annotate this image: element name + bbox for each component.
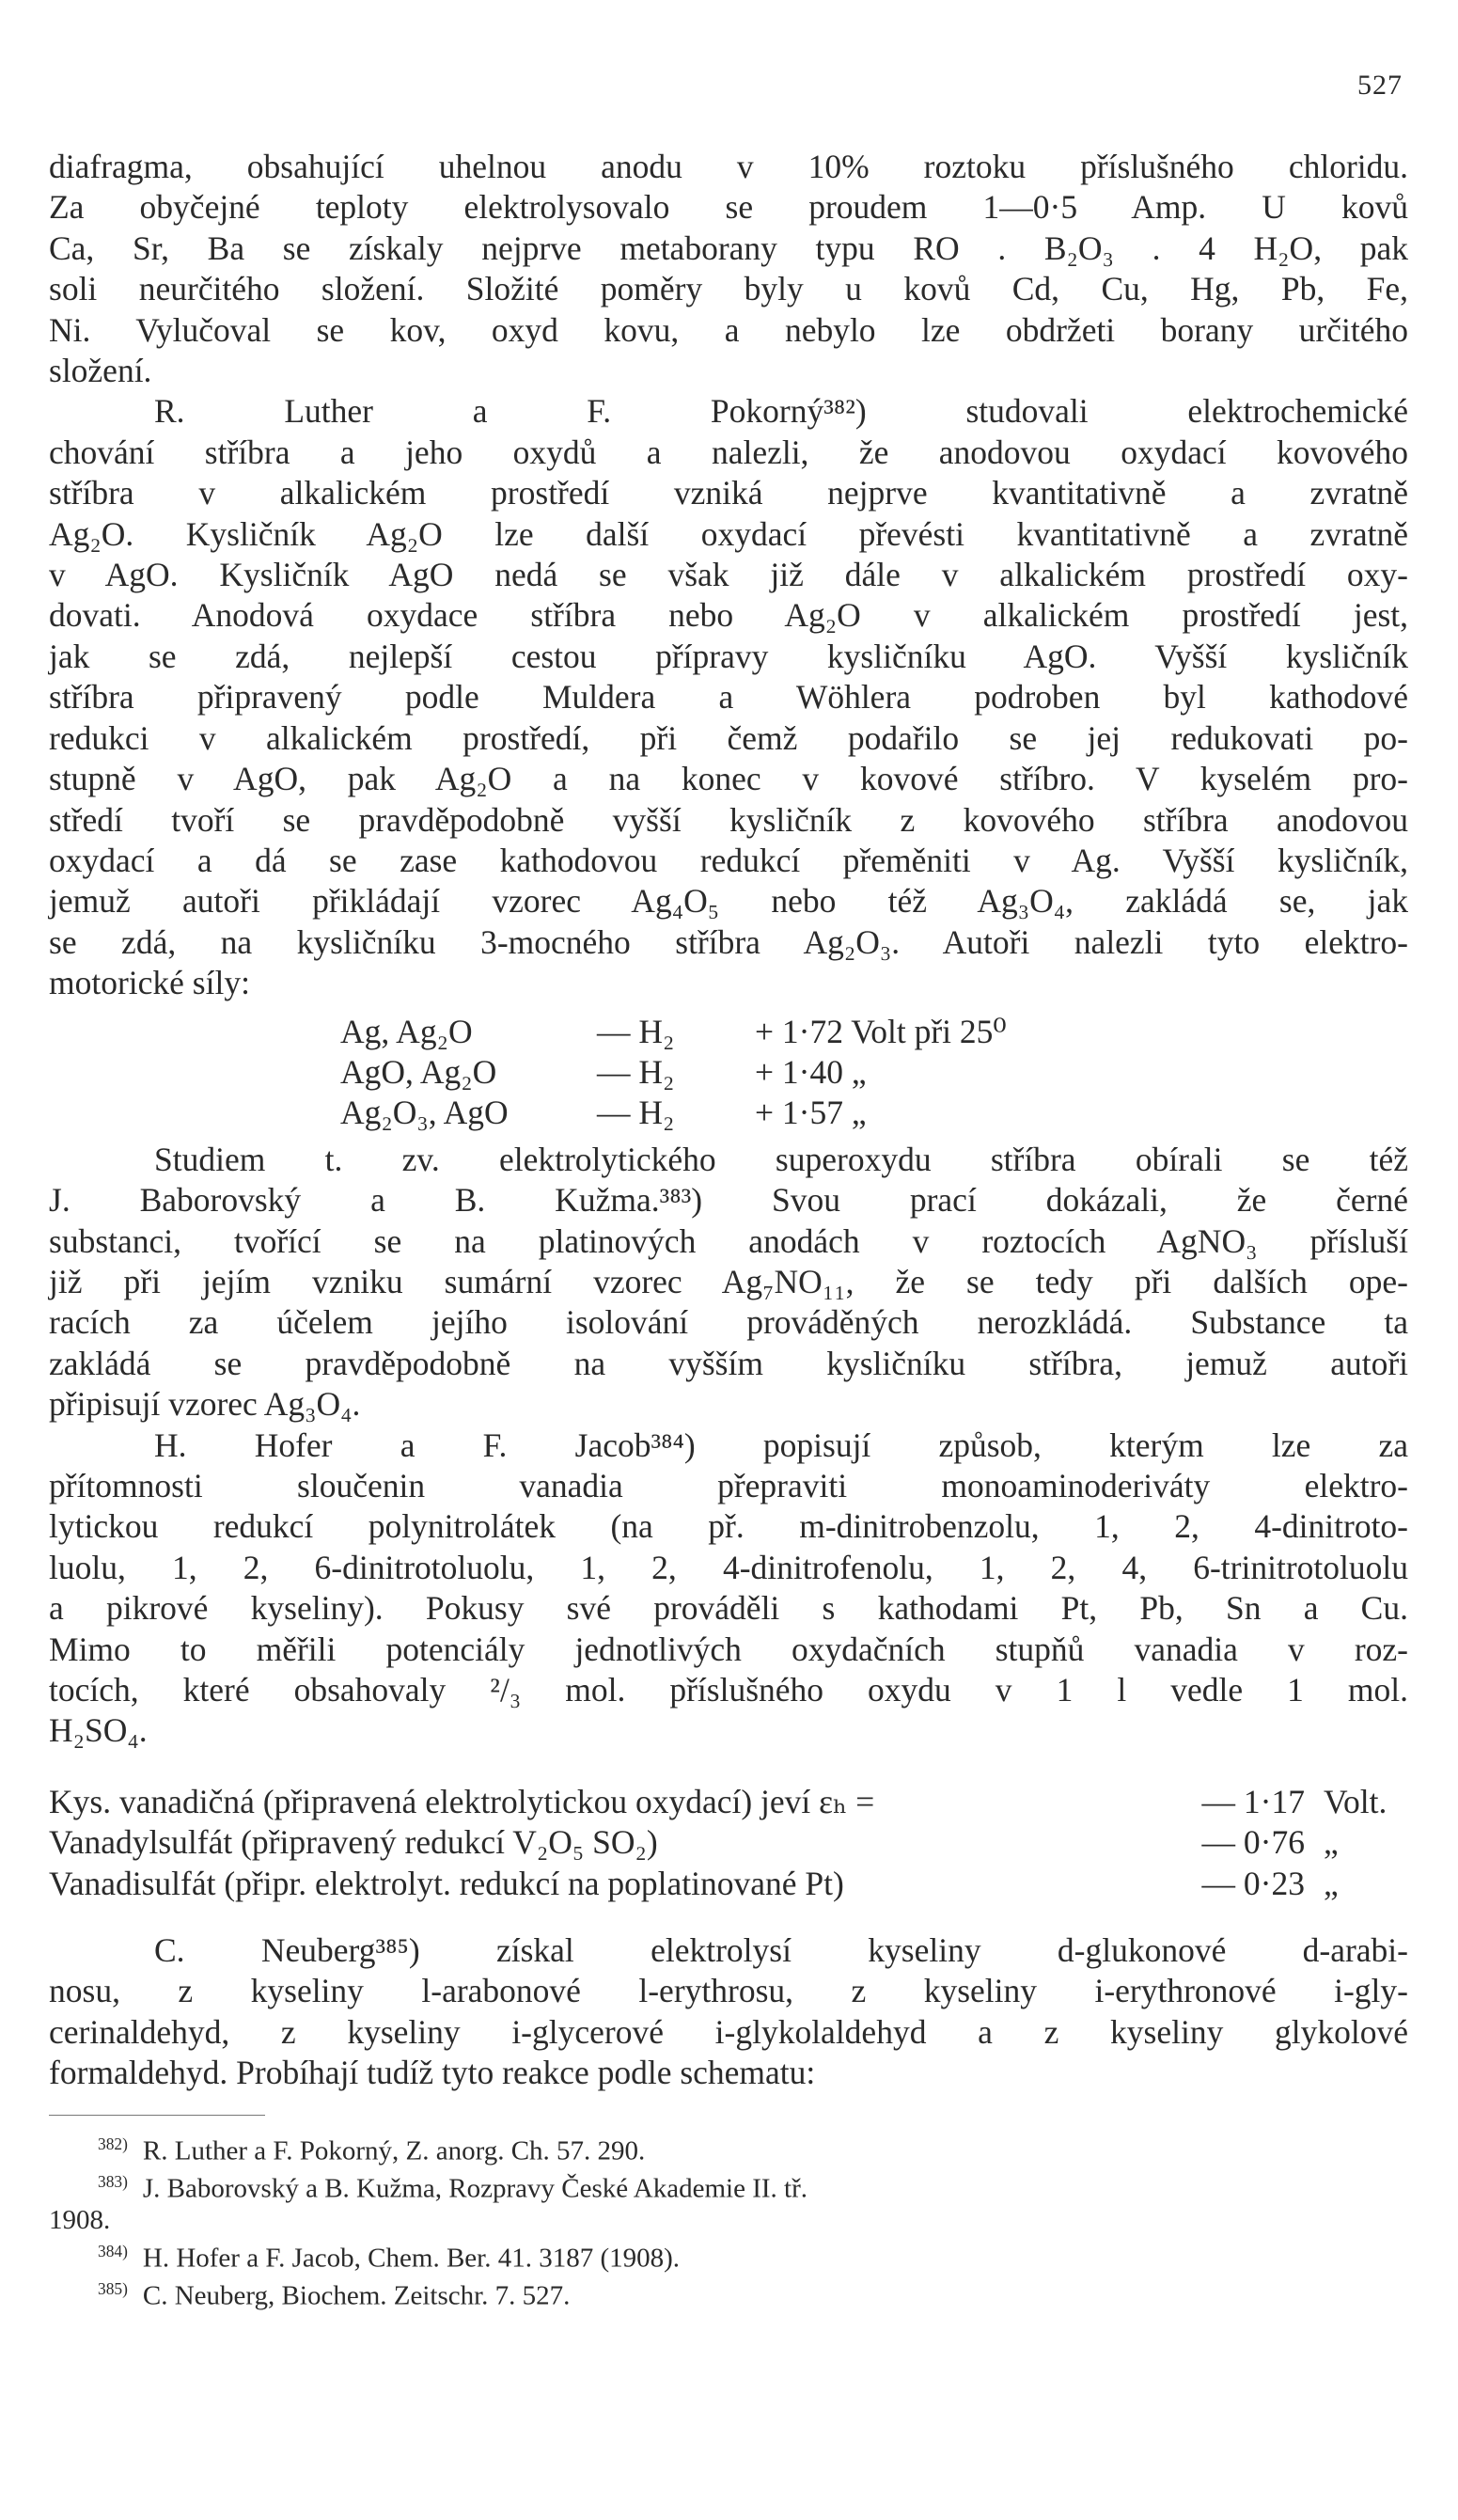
footnote-text: H. Hofer a F. Jacob, Chem. Ber. 41. 3187 (1908). [142,2243,681,2273]
vanadium-table [49,1782,1408,1904]
footnote-mark: 383) [98,2172,128,2192]
paragraph-hofer-jacob [49,1425,1408,1752]
emf-value: + 1·72 Volt při 25⁰ [755,1012,1007,1050]
text-line: složení. [49,352,152,390]
paragraph-neuberg [49,1930,1408,2094]
text-line: tocích, které obsahovaly ²/₃ mol. příslušného oxydu v 1 l vedle 1 mol. [49,1671,1408,1709]
text-line: připisují vzorec Ag₃O₄. [49,1385,361,1424]
paragraph-luther-pokorny [49,391,1408,1003]
footnote [49,2129,1408,2166]
emf-value: + 1·57 „ [755,1094,867,1132]
text-line: motorické síly: [49,964,250,1002]
text-line: lytickou redukcí polynitrolátek (na př. m-dinitrobenzolu, 1, 2, 4-dinitroto- [49,1507,1408,1546]
text-line: Ag₂O. Kysličník Ag₂O lze další oxydací převésti kvantitativně a zvratně [49,514,1408,553]
text-line: jak se zdá, nejlepší cestou přípravy kysličníku AgO. Vyšší kysličník [49,637,1408,675]
text-line: stříbra v alkalickém prostředí vzniká nejprve kvantitativně a zvratně [49,474,1408,512]
emf-value: + 1·40 „ [755,1052,867,1091]
emf-electrode: AgO, Ag₂O [340,1052,497,1091]
text-line: zakládá se pravděpodobně na vyšším kysličníku stříbra, jemuž autoři [49,1344,1408,1382]
text-line: středí tvoří se pravděpodobně vyšší kysličník z kovového stříbra anodovou [49,800,1408,839]
emf-row [340,1093,1054,1133]
text-line: Za obyčejné teploty elektrolysovalo se proudem 1—0·5 Amp. U kovů [49,188,1408,227]
footnote [49,2166,1408,2204]
text-line: dovati. Anodová oxydace stříbra nebo Ag₂O v alkalickém prostředí jest, [49,596,1408,635]
text-line: racích za účelem jejího isolování prováděných nerozkládá. Substance ta [49,1303,1408,1342]
vanadium-row [49,1822,1408,1863]
text-line: stupně v AgO, pak Ag₂O a na konec v kovové stříbro. V kyselém pro- [49,760,1408,798]
footnote [49,2274,1408,2311]
text-line: R. Luther a F. Pokorný³⁸²) studovali elektrochemické [154,392,1408,431]
text-line: soli neurčitého složení. Složité poměry byly u kovů Cd, Cu, Hg, Pb, Fe, [49,270,1408,308]
vanadium-unit: Volt. [1324,1782,1387,1820]
text-line: formaldehyd. Probíhají tudíž tyto reakce podle schematu: [49,2054,816,2092]
text-line: substanci, tvořící se na platinových anodách v roztocích AgNO₃ přísluší [49,1221,1408,1260]
footnote-text: 1908. [49,2204,111,2235]
emf-table [340,1012,1054,1134]
vanadium-unit: „ [1324,1823,1339,1862]
footnote-mark: 384) [98,2241,128,2260]
vanadium-compound: Vanadylsulfát (připravený redukcí V₂O₅ SO₂) [49,1823,658,1862]
emf-row [340,1052,1054,1093]
text-line: redukci v alkalickém prostředí, při čemž podařilo se jej redukovati po- [49,718,1408,757]
text-line: a pikrové kyseliny). Pokusy své prováděli s kathodami Pt, Pb, Sn a Cu. [49,1589,1408,1628]
emf-electrode: Ag₂O₃, AgO [340,1094,509,1132]
vanadium-row [49,1782,1408,1822]
emf-reference: — H₂ [597,1052,675,1091]
text-line: diafragma, obsahující uhelnou anodu v 10% roztoku příslušného chloridu. [49,148,1408,185]
text-line: oxydací a dá se zase kathodovou redukcí přeměniti v Ag. Vyšší kysličník, [49,841,1408,879]
text-line: nosu, z kyseliny l-arabonové l-erythrosu, z kyseliny i-erythronové i-gly- [49,1972,1408,2010]
text-line: C. Neuberg³⁸⁵) získal elektrolysí kyseliny d-glukonové d-arabi- [154,1931,1408,1970]
text-line: se zdá, na kysličníku 3-mocného stříbra Ag₂O₃. Autoři nalezli tyto elektro- [49,922,1408,961]
text-line: luolu, 1, 2, 6-dinitrotoluolu, 1, 2, 4-dinitrofenolu, 1, 2, 4, 6-trinitrotoluolu [49,1548,1408,1586]
text-line: chování stříbra a jeho oxydů a nalezli, že anodovou oxydací kovového [49,433,1408,471]
emf-reference: — H₂ [597,1012,675,1050]
footnote-mark: 382) [98,2134,128,2153]
footnotes [49,2129,1408,2312]
text-line: Ni. Vylučoval se kov, oxyd kovu, a nebylo lze obdržeti borany určitého [49,310,1408,349]
vanadium-compound: Vanadisulfát (připr. elektrolyt. redukcí na poplatinované Pt) [49,1864,844,1902]
vanadium-potential: — 0·23 [1201,1864,1305,1902]
page-number: 527 [1357,70,1403,101]
text-line: cerinaldehyd, z kyseliny i-glycerové i-glykolaldehyd a z kyseliny glykolové [49,2012,1408,2051]
footnote-mark: 385) [98,2279,128,2298]
emf-reference: — H₂ [597,1094,675,1132]
text-line: stříbra připravený podle Muldera a Wöhlera podroben byl kathodové [49,678,1408,717]
paragraph-electrolysis-borates [49,147,1408,391]
footnote-text: R. Luther a F. Pokorný, Z. anorg. Ch. 57. 290. [142,2135,646,2166]
vanadium-unit: „ [1324,1864,1339,1902]
emf-row [340,1012,1054,1052]
emf-electrode: Ag, Ag₂O [340,1012,473,1050]
book-page [49,0,1408,2520]
paragraph-baborovsky-kuzma [49,1140,1408,1425]
text-line: Mimo to měřili potenciály jednotlivých oxydačních stupňů vanadia v roz- [49,1630,1408,1668]
footnote [49,2236,1408,2274]
text-line: H₂SO₄. [49,1711,148,1750]
footnote-continuation [49,2205,1408,2236]
text-line: Studiem t. zv. elektrolytického superoxydu stříbra obírali se též [154,1140,1408,1178]
vanadium-compound: Kys. vanadičná (připravená elektrolytickou oxydací) jeví εₕ = [49,1782,875,1820]
body-text [49,147,1408,2311]
vanadium-potential: — 1·17 [1201,1782,1305,1820]
text-line: H. Hofer a F. Jacob³⁸⁴) popisují způsob, kterým lze za [154,1425,1408,1464]
text-line: již při jejím vzniku sumární vzorec Ag₇NO₁₁, že se tedy při dalších ope- [49,1262,1408,1300]
vanadium-row [49,1864,1408,1904]
text-line: v AgO. Kysličník AgO nedá se však již dále v alkalickém prostředí oxy- [49,556,1408,594]
text-line: přítomnosti sloučenin vanadia přepraviti monoaminoderiváty elektro- [49,1467,1408,1504]
text-line: jemuž autoři přikládají vzorec Ag₄O₅ nebo též Ag₃O₄, zakládá se, jak [49,882,1408,921]
text-line: Ca, Sr, Ba se získaly nejprve metaborany typu RO . B₂O₃ . 4 H₂O, pak [49,228,1408,267]
footnote-text: C. Neuberg, Biochem. Zeitschr. 7. 527. [142,2280,571,2311]
footnote-divider [49,2115,265,2116]
footnote-text: J. Baborovský a B. Kužma, Rozpravy České Akademie II. tř. [142,2173,808,2204]
vanadium-potential: — 0·76 [1201,1823,1305,1862]
text-line: J. Baborovský a B. Kužma.³⁸³) Svou prací dokázali, že černé [49,1181,1408,1220]
